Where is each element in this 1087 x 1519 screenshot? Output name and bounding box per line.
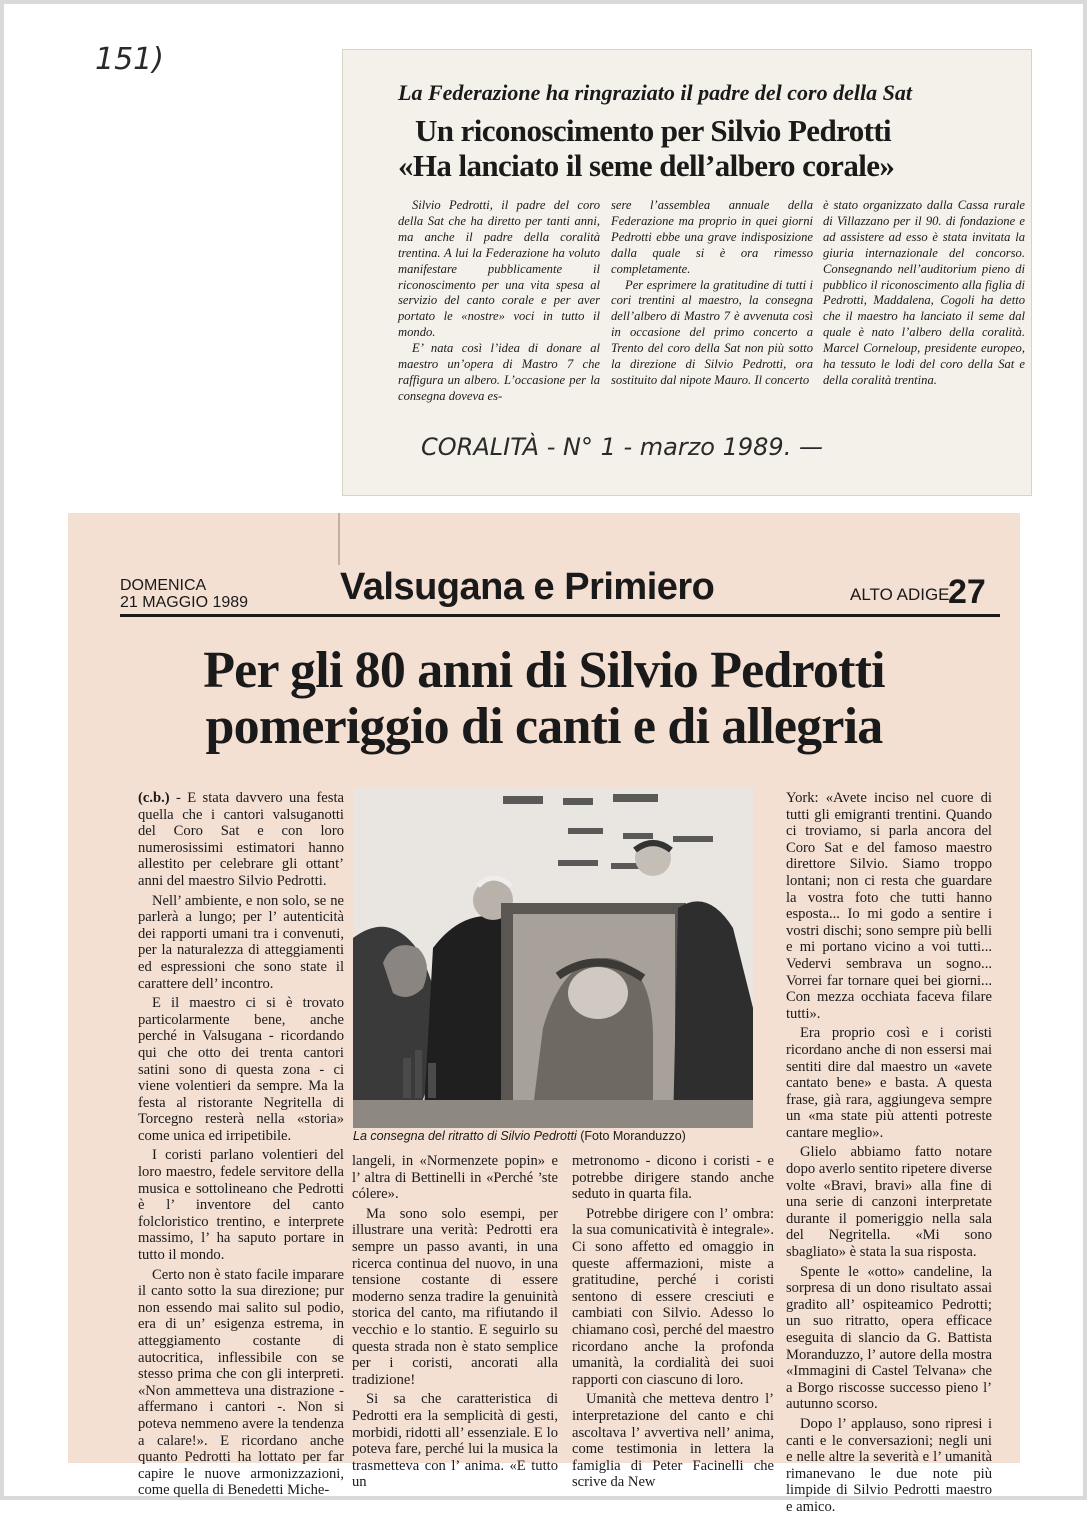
paragraph: York: «Avete inciso nel cuore di tutti gli emigranti trentini. Quando ci troviamo, si parla ancora del Coro Sat e del famoso maestro direttore Silvio. Siamo troppo lontani; non ci resta che guardare la vostra foto che tutti hanno esposta... Io mi godo a sentire i vostri dischi; sono sempre più belli e mi portano vicino a voi tutti... Vedervi sembrava un sogno... Vorrei far tornare quei bei giorni... Con mezza occhiata faceva filare tutti». <box>786 790 992 1022</box>
article-column-2 <box>611 198 813 389</box>
paragraph <box>138 790 344 890</box>
paragraph: Spente le «otto» candeline, la sorpresa di un dono risultato assai gradito all’ ospiteamico Pedrotti; un suo ritratto, opera efficace eseguita di slancio da G. Battista Moranduzzo, l’ autore della mostra «Immagini di Castel Telvana» che a Borgo riscosse successo pieno l’ autunno scorso. <box>786 1263 992 1413</box>
article-column-3 <box>572 1153 774 1494</box>
article-headline-line2: «Ha lanciato il seme dell’albero corale» <box>398 148 895 183</box>
lead-text: - E stata davvero una festa quella che i cantori valsuganotti del Coro Sat e con loro numerosissimi estimatori hanno allestito per celebrare gli ottant’ anni del maestro Silvio Pedrotti. <box>138 790 344 889</box>
ceremony-photo <box>353 788 753 1128</box>
newspaper-page-number: 27 <box>948 573 986 611</box>
issue-day: DOMENICA <box>120 577 207 594</box>
article-kicker: La Federazione ha ringraziato il padre del coro della Sat <box>398 80 912 105</box>
photo-credit: (Foto Moranduzzo) <box>580 1129 686 1143</box>
article-column-3 <box>823 198 1025 389</box>
paragraph: Ma sono solo esempi, per illustrare una verità: Pedrotti era sempre un passo avanti, in una ricerca continua del nuovo, in una tensione costante di essere moderno senza tradire la genuinità storica del canto, ma rifiutando il vecchio e lo stantio. E seguirlo su questa strada non è stato semplice per i coristi, ancorati alla tradizione! <box>352 1205 558 1388</box>
handwritten-source-note: CORALITÀ - N° 1 - marzo 1989. — <box>421 433 823 461</box>
paragraph: Potrebbe dirigere con l’ ombra: la sua comunicatività è integrale». Ci sono affetto ed omaggio in queste affermazioni, miste a gratitudine, perché i coristi sentono di essere cresciuti e cambiati con Silvio. Adesso lo chiamano così, perché del maestro ricordano anche la profonda umanità, la cordialità dei suoi rapporti con ciascuno di loro. <box>572 1205 774 1388</box>
paragraph: sere l’assemblea annuale della Federazione ma proprio in quei giorni Pedrotti ebbe una grave indisposizione dalla quale si è ora rimesso completamente. <box>611 198 813 276</box>
article-headline-line1: Per gli 80 anni di Silvio Pedrotti <box>203 642 885 699</box>
caption-text: La consegna del ritratto di Silvio Pedrotti <box>353 1129 577 1143</box>
paragraph: Glielo abbiamo fatto notare dopo averlo sentito ripetere diverse volte «Bravi, bravi» alla fine di una serie di canzoni interpretate durante il pomeriggio nella sala del Negritella. «Mi sono sbagliato» è stata la sua risposta. <box>786 1144 992 1261</box>
header-rule <box>120 614 1000 617</box>
paragraph: E’ nata così l’idea di donare al maestro un’opera di Mastro 7 che raffigura un albero. L’occasione per la consegna doveva es- <box>398 341 600 403</box>
paragraph: metronomo - dicono i coristi - e potrebbe dirigere stando anche seduto in quarta fila. <box>572 1153 774 1203</box>
paragraph: Dopo l’ applauso, sono ripresi i canti e le conversazioni; negli uni e nelle altre la severità e l’ umanità rimanevano le due note più limpide di Silvio Pedrotti maestro e amico. <box>786 1415 992 1515</box>
issue-full-date: 21 MAGGIO 1989 <box>120 594 249 611</box>
paragraph: Silvio Pedrotti, il padre del coro della Sat che ha diretto per tanti anni, ma anche il padre della coralità trentina. A lui la Federazione ha voluto manifestare pubblicamente il riconoscimento per una vita spesa al servizio del canto corale e per aver portato le «nostre» voci in tutto il mondo. <box>398 198 600 340</box>
newspaper-name: ALTO ADIGE <box>850 585 950 604</box>
article-column-4 <box>786 790 992 1519</box>
cut-edge <box>338 513 340 565</box>
article-column-2 <box>352 1153 558 1494</box>
paragraph: Umanità che metteva dentro l’ interpretazione del canto e chi ascoltava l’ avvertiva nell’ anima, come testimonia in lettera la famiglia di Peter Facinelli che scrive da New <box>572 1391 774 1491</box>
paragraph: è stato organizzato dalla Cassa rurale di Villazzano per il 90. di fondazione e ad assistere ad esso è stata invitata la giuria internazionale del concorso. Consegnando nell’auditorium pieno di pubblico il riconoscimento alla figlia di Pedrotti, Maddalena, Cogoli ha detto che il maestro ha lanciato il seme dal quale è nato l’albero della coralità. Marcel Corneloup, presidente europeo, ha tessuto le lodi del coro della Sat e della coralità trentina. <box>823 198 1025 387</box>
paragraph: Era proprio così e i coristi ricordano anche di non essersi mai sentiti dire dal maestro un «avete cantato bene» e basta. A questa frase, già rara, aggiungeva sempre un «ma state più attenti potreste cantare meglio». <box>786 1025 992 1141</box>
photo-caption <box>353 1129 773 1143</box>
paragraph: langeli, in «Normenzete popin» e l’ altra di Bettinelli in «Perché ’ste cólere». <box>352 1153 558 1203</box>
article-headline-line1: Un riconoscimento per Silvio Pedrotti <box>415 113 892 148</box>
paragraph: Si sa che caratteristica di Pedrotti era la semplicità di gesti, morbidi, ridotti all’ essenziale. E lo poteva fare, perché lui la musica la trasmetteva con l’ anima. «E tutto un <box>352 1391 558 1491</box>
clipping-coralita <box>343 50 1031 495</box>
paragraph: Certo non è stato facile imparare il canto sotto la sua direzione; pur non essendo mai salito sul podio, era di un’ esigenza estrema, in atteggiamento costante di autocritica, inflessibile con se stesso prima che con gli interpreti. «Non ammetteva una distrazione - affermano i cantori -. Non si poteva nemmeno avere la tendenza a calare!». E ricordano anche quanto Pedrotti ha lottato per far capire le nuove armonizzazioni, come quella di Benedetti Miche- <box>138 1266 344 1499</box>
article-headline-line2: pomeriggio di canti e di allegria <box>205 698 883 755</box>
section-title: Valsugana e Primiero <box>340 566 715 608</box>
paragraph: E il maestro ci si è trovato particolarmente bene, anche perché in Valsugana - ricordando qui che otto dei trenta cantori satini sono di questa zona - ci viene volentieri da sempre. Ma la festa al ristorante Negritella di Torcegno resterà nella «storia» come unica ed irripetibile. <box>138 995 344 1144</box>
article-column-1 <box>138 790 344 1502</box>
issue-date <box>120 577 248 611</box>
author-initials: (c.b.) <box>138 790 170 806</box>
article-column-1 <box>398 198 600 405</box>
paragraph: I coristi parlano volentieri del loro maestro, fedele servitore della musica e sottolineano che Pedrotti è l’ inventore del canto folcloristico trentino, e interprete massimo, l’ ha saputo portare in tutto il mondo. <box>138 1147 344 1264</box>
paragraph: Per esprimere la gratitudine di tutti i cori trentini al maestro, la consegna dell’albero di Mastro 7 è avvenuta così in occasione del primo concerto a Trento del coro della Sat non più sotto la direzione di Silvio Pedrotti, ora sostituito dal nipote Mauro. Il concerto <box>611 277 813 387</box>
clipping-alto-adige <box>68 513 1020 1515</box>
paragraph: Nell’ ambiente, e non solo, se ne parlerà a lungo; per l’ autenticità dei rapporti umani tra i convenuti, per la naturalezza di atteggiamenti ed espressioni che sono state il carattere dell’ incontro. <box>138 892 344 992</box>
handwritten-page-number: 151) <box>95 42 164 77</box>
